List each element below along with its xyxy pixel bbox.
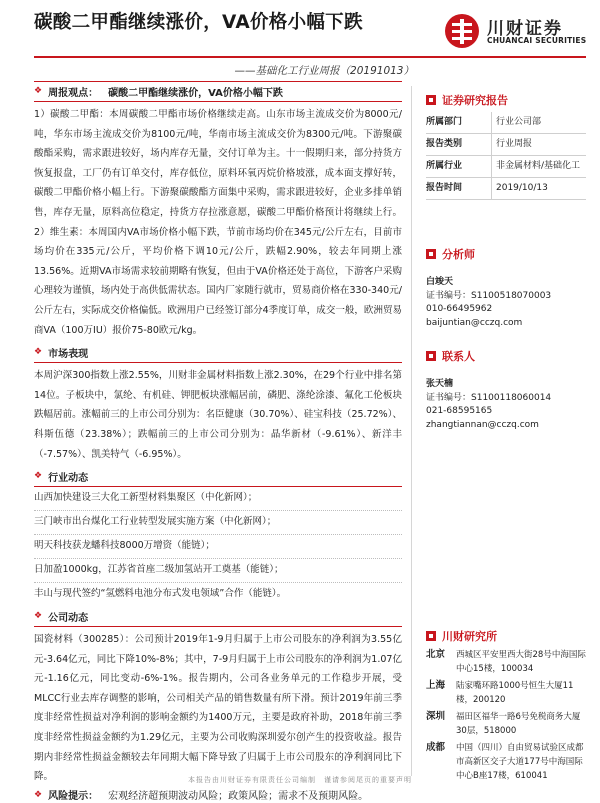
info-value: 2019/10/13 xyxy=(492,178,587,200)
main-column xyxy=(34,83,402,803)
contact-title: 联系人 xyxy=(442,350,475,363)
analyst-cert: 证书编号：S1100518070003 xyxy=(426,290,552,301)
company-section xyxy=(34,608,402,787)
industry-news-item: 明天科技获龙蟠科技8000万增资（能链）； xyxy=(34,535,402,559)
industry-news-item: 山西加快建设三大化工新型材料集聚区（中化新网）； xyxy=(34,487,402,511)
info-value: 行业公司部 xyxy=(492,112,587,134)
research-heading xyxy=(426,628,586,644)
diamond-bullet-icon: ❖ xyxy=(34,471,43,482)
contact-block xyxy=(426,378,586,432)
industry-section xyxy=(34,468,402,606)
contact-heading xyxy=(426,348,586,364)
info-value: 非金属材料/基础化工 xyxy=(492,156,587,178)
analyst-phone: 010-66495962 xyxy=(426,304,493,314)
logo-en-text: CHUANCAI SECURITIES xyxy=(487,36,587,45)
column-divider xyxy=(411,86,412,776)
section-rule xyxy=(34,626,402,627)
office-address: 福田区福华一路6号免税商务大厦30层，518000 xyxy=(456,712,581,736)
industry-label: 行业动态 xyxy=(48,472,89,484)
diamond-bullet-icon: ❖ xyxy=(34,611,43,622)
contact-cert: 证书编号：S1100118060014 xyxy=(426,392,552,403)
info-key: 所属部门 xyxy=(426,112,492,134)
summary-label: 周报观点： xyxy=(48,87,99,99)
square-bullet-icon xyxy=(426,631,436,641)
info-value: 行业周报 xyxy=(492,134,587,156)
office-city: 深圳 xyxy=(426,711,446,722)
company-label: 公司动态 xyxy=(48,612,89,624)
market-section xyxy=(34,344,402,464)
analyst-heading xyxy=(426,246,586,262)
logo-cn-text: 川财证券 xyxy=(487,19,563,39)
office-address: 中国（四川）自由贸易试验区成都市高新区交子大道177号中海国际中心B座17楼，610041 xyxy=(456,743,584,781)
square-bullet-icon xyxy=(426,95,436,105)
office-city: 成都 xyxy=(426,742,446,753)
sidebar xyxy=(426,92,586,786)
risk-body: 宏观经济超预期波动风险；政策风险；需求不及预期风险。 xyxy=(108,791,369,803)
risk-section xyxy=(34,787,402,803)
report-info-title: 证券研究报告 xyxy=(442,94,508,107)
info-row xyxy=(426,156,586,178)
industry-news-item: 三门峡市出台煤化工行业转型发展实施方案（中化新网）； xyxy=(34,511,402,535)
section-rule xyxy=(34,101,402,102)
company-body: 国瓷材料（300285）：公司预计2019年1-9月归属于上市公司股东的净利润为3.55亿元-3.64亿元，同比下降10%-8%；其中，7-9月归属于上市公司股东的净利润为1.07亿元-1.16亿元，同比变动-6%-1%。报告期内，公司各业务单元的工作稳步开展，受MLCC行业去库存调整的影响，公司相关产品的销售数量有所下滑。预计2019年前三季度非经常性损益对净利润的影响金额约为1400万元，主要是政府补助，2018年前三季度非经常性损益金额约为1.29亿元，主要为公司收购深圳爱尔创产生的投资收益。报告期内非经常性损益金额较去年同期大幅下降导致了归属于上市公司股东的净利润同比下降。 xyxy=(34,634,402,783)
office-item xyxy=(426,679,586,707)
info-key: 报告类别 xyxy=(426,134,492,156)
diamond-bullet-icon: ❖ xyxy=(34,86,43,96)
diamond-bullet-icon: ❖ xyxy=(34,789,43,800)
market-heading xyxy=(34,344,402,360)
info-key: 所属行业 xyxy=(426,156,492,178)
analyst-email[interactable]: baijuntian@cczq.com xyxy=(426,317,523,328)
analyst-title: 分析师 xyxy=(442,248,475,261)
industry-news-item: 日加盈1000kg，江苏省首座二级加氢站开工奠基（能链）； xyxy=(34,559,402,583)
logo-mark-icon xyxy=(445,14,479,48)
office-city: 北京 xyxy=(426,649,446,660)
company-logo xyxy=(445,12,585,52)
analyst-block xyxy=(426,276,586,330)
header-rule xyxy=(34,56,586,58)
summary-body: 1）碳酸二甲酯：本周碳酸二甲酯市场价格继续走高。山东市场主流成交价为8000元/吨，华东市场主流成交价为8100元/吨，华南市场主流成交价为8300元/吨。下游聚碳酸酯采购，需求跟进较好，场内库存无量，交付订单为主。十一假期归来，部分持货方恢复报盘，工厂仍有订单交付，库存低位，原料环氧丙烷价格坡涨，成本面支撑好转，碳酸二甲酯价格小幅上行。下游聚碳酸酯方面集中采购，需求跟进较好，企业多排单销售，库存无量，原料高位稳定，持货方存拉涨意愿，碳酸二甲酯价格预计将继续上行。2）维生素：本周国内VA市场价格小幅下跌，节前市场均价在345元/公斤左右，目前市场均价在335元/公斤，平均价格下调10元/公斤，跌幅2.90%，较去年同期上涨13.56%。近期VA市场需求较前期略有恢复，但由于VA价格还处于高位，下游客户采购心理较为谨慎，场内处于高供低需状态。国内厂家随行就市，贸易商价格在330-340元/公斤左右，实际成交价格偏低。欧洲用户已经签订部分4季度订单，成交一般，欧洲贸易商VA（100万IU）报价75-80欧元/kg。 xyxy=(34,109,402,336)
research-title: 川财研究所 xyxy=(442,630,497,643)
office-item xyxy=(426,648,586,676)
contact-phone: 021-68595165 xyxy=(426,406,493,416)
office-item xyxy=(426,710,586,738)
market-label: 市场表现 xyxy=(48,348,89,360)
report-subtitle: ——基础化工行业周报（20191013） xyxy=(234,65,414,77)
contact-name: 张天楠 xyxy=(426,379,454,389)
report-info-heading xyxy=(426,92,586,108)
diamond-bullet-icon: ❖ xyxy=(34,347,43,358)
office-address: 陆家嘴环路1000号恒生大厦11楼，200120 xyxy=(456,681,574,705)
industry-heading xyxy=(34,468,402,484)
summary-section xyxy=(34,83,402,340)
summary-headline: 碳酸二甲酯继续涨价，VA价格小幅下跌 xyxy=(108,87,283,99)
office-list xyxy=(426,648,586,783)
market-body: 本周沪深300指数上涨2.55%，川财非金属材料指数上涨2.30%，在29个行业中排名第14位。子板块中，氯纶、有机硅、钾肥板块涨幅居前，磷肥、涤纶涂漆、氟化工伦板块跌幅居前。涨幅前三的上市公司分别为：名臣健康（30.70%）、硅宝科技（25.72%）、科斯伍德（23.38%）；跌幅前三的上市公司分别为：晶华新材（-9.61%）、新洋丰（-7.57%）、凯美特气（-6.95%）。 xyxy=(34,370,402,460)
report-title: 碳酸二甲酯继续涨价，VA价格小幅下跌 xyxy=(34,12,363,33)
office-address: 西城区平安里西大街28号中海国际中心15楼，100034 xyxy=(456,650,586,674)
square-bullet-icon xyxy=(426,351,436,361)
report-info-table xyxy=(426,112,586,200)
risk-label: 风险提示： xyxy=(48,791,99,803)
info-row xyxy=(426,134,586,156)
main-top-divider xyxy=(34,81,402,82)
analyst-name: 白竣天 xyxy=(426,277,454,287)
section-rule xyxy=(34,362,402,363)
contact-email[interactable]: zhangtiannan@cczq.com xyxy=(426,419,539,430)
summary-heading xyxy=(34,83,402,99)
risk-heading xyxy=(34,787,402,803)
info-row xyxy=(426,178,586,200)
square-bullet-icon xyxy=(426,249,436,259)
info-row xyxy=(426,112,586,134)
company-heading xyxy=(34,608,402,624)
office-city: 上海 xyxy=(426,680,446,691)
page-footer: 本报告由川财证券有限责任公司编制 谨请参阅尾页的重要声明 xyxy=(188,776,412,784)
industry-news-item: 丰山与现代签约“氢燃料电池分布式发电领域”合作（能链）。 xyxy=(34,588,287,600)
info-key: 报告时间 xyxy=(426,178,492,200)
